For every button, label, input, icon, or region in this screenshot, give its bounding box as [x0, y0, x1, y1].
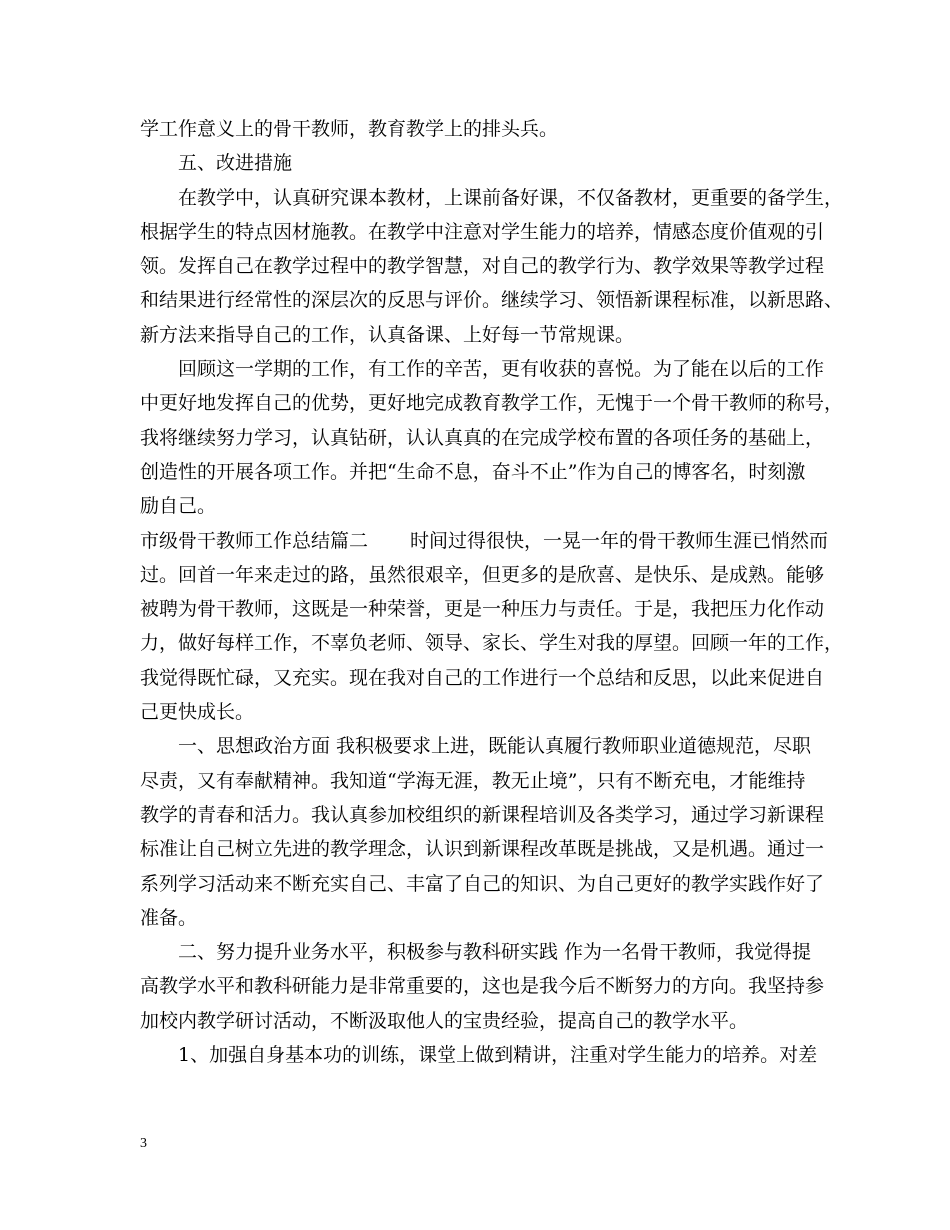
text-line-content: 加校内教学研讨活动，不断汲取他人的宝贵经验，提高自己的教学水平。: [140, 1009, 749, 1032]
text-line-content: 己更快成长。: [140, 701, 255, 724]
text-line: [140, 386, 844, 420]
text-line: [140, 867, 825, 901]
text-line-content: 力，做好每样工作，不辜负老师、领导、家长、学生对我的厚望。回顾一年的工作，: [140, 632, 844, 655]
text-line-content: 标准让自己树立先进的教学理念，认识到新课程改革既是挑战，又是机遇。通过一: [140, 838, 825, 861]
text-line: [140, 112, 825, 146]
text-line: [140, 901, 825, 935]
text-line: [140, 283, 844, 317]
text-line: [140, 935, 825, 969]
text-line: [140, 318, 825, 352]
text-line: [140, 558, 825, 592]
text-line-content: 尽责，又有奉献精神。我知道“学海无涯，教无止境”，只有不断充电，才能维持: [140, 769, 806, 792]
text-line: [140, 729, 825, 763]
text-line-content: 根据学生的特点因材施教。在教学中注意对学生能力的培养，情感态度价值观的引: [140, 220, 825, 243]
text-line-content: 被聘为骨干教师，这既是一种荣誉，更是一种压力与责任。于是，我把压力化作动: [140, 598, 825, 621]
text-line-content: 高教学水平和教科研能力是非常重要的，这也是我今后不断努力的方向。我坚持参: [140, 975, 825, 998]
text-line: [140, 421, 825, 455]
text-line-content: 我将继续努力学习，认真钻研，认认真真的在完成学校布置的各项任务的基础上，: [140, 426, 825, 449]
text-line-content: 励自己。: [140, 495, 217, 518]
text-line-content: 回顾这一学期的工作，有工作的辛苦，更有收获的喜悦。为了能在以后的工作: [178, 358, 825, 381]
text-line: [140, 764, 825, 798]
text-line: [140, 626, 844, 660]
text-line: [140, 695, 825, 729]
text-line-content: 二、努力提升业务水平，积极参与教科研实践 作为一名骨干教师，我觉得提: [178, 941, 812, 964]
text-line-content: 领。发挥自己在教学过程中的教学智慧，对自己的教学行为、教学效果等教学过程: [140, 255, 825, 278]
text-line-content: 中更好地发挥自己的优势，更好地完成教育教学工作，无愧于一个骨干教师的称号，: [140, 392, 844, 415]
text-line-content: 我觉得既忙碌，又充实。现在我对自己的工作进行一个总结和反思，以此来促进自: [140, 666, 825, 689]
text-line-content: 过。回首一年来走过的路，虽然很艰辛，但更多的是欣喜、是快乐、是成熟。能够: [140, 563, 825, 586]
text-line: [140, 215, 825, 249]
text-line-content: 系列学习活动来不断充实自己、丰富了自己的知识、为自己更好的教学实践作好了: [140, 872, 825, 895]
text-line-content: 在教学中，认真研究课本教材，上课前备好课，不仅备教材，更重要的备学生，: [178, 186, 844, 209]
text-line: [140, 352, 825, 386]
text-line: [140, 969, 825, 1003]
text-line: [140, 489, 825, 523]
text-line: [140, 524, 829, 558]
text-line-content: 五、改进措施: [178, 152, 293, 175]
text-line-content: 和结果进行经常性的深层次的反思与评价。继续学习、领悟新课程标准，以新思路、: [140, 289, 844, 312]
text-line-content: 市级骨干教师工作总结篇二: [140, 529, 369, 552]
text-line-content: 创造性的开展各项工作。并把“生命不息，奋斗不止”作为自己的博客名，时刻激: [140, 460, 806, 483]
text-line: [140, 455, 825, 489]
text-line-content: 1、加强自身基本功的训练，课堂上做到精讲，注重对学生能力的培养。对差: [178, 1044, 818, 1067]
text-line-content: 学工作意义上的骨干教师，教育教学上的排头兵。: [140, 118, 559, 140]
text-line-content: 准备。: [140, 906, 198, 929]
text-line: [140, 661, 825, 695]
text-line-content: 新方法来指导自己的工作，认真备课、上好每一节常规课。: [140, 323, 635, 346]
body-text: [140, 112, 844, 1072]
text-line: [140, 181, 844, 215]
text-line: [140, 146, 825, 180]
text-line: [140, 1038, 825, 1072]
text-line: [140, 592, 825, 626]
text-line-content: 一、思想政治方面 我积极要求上进，既能认真履行教师职业道德规范，尽职: [178, 735, 812, 758]
text-line: [140, 1004, 825, 1038]
text-line: [140, 832, 825, 866]
page-number: 3: [140, 1136, 147, 1151]
text-line: [140, 798, 825, 832]
text-line-content: 教学的青春和活力。我认真参加校组织的新课程培训及各类学习，通过学习新课程: [140, 803, 825, 826]
text-line: [140, 249, 825, 283]
text-line-continuation: 时间过得很快，一晃一年的骨干教师生涯已悄然而: [410, 529, 829, 552]
